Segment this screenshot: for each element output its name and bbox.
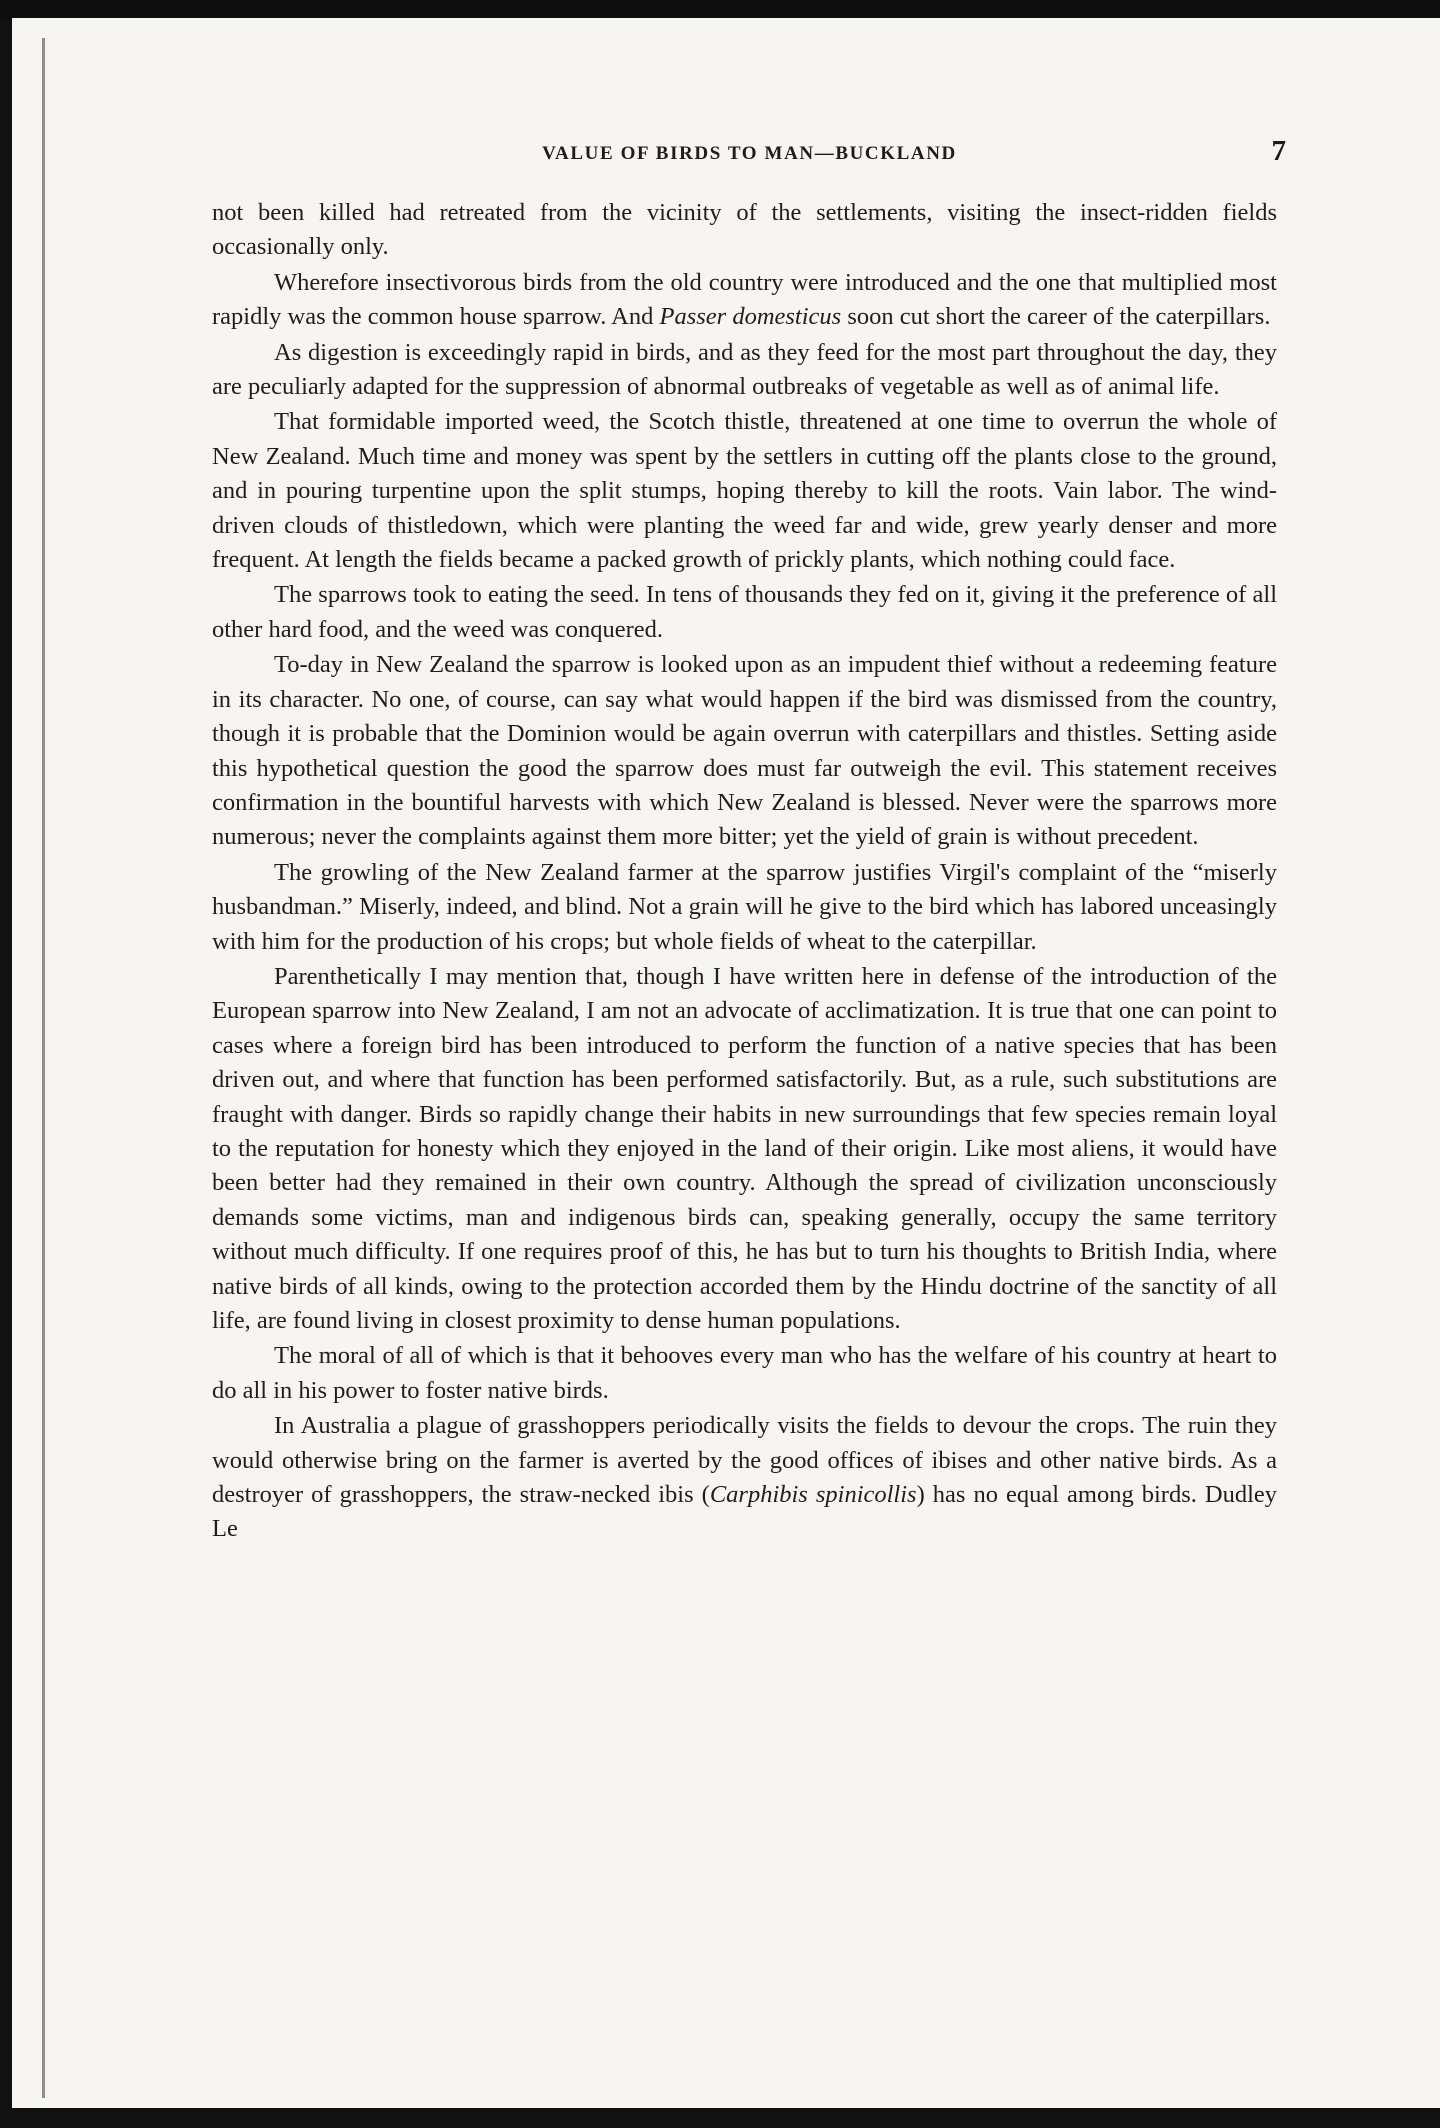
paragraph: not been killed had retreated from the vicinity of the settlements, visiting the insect-ridden fields occasionally only. bbox=[212, 199, 1277, 261]
paragraph: Parenthetically I may mention that, though I have written here in defense of the introduction of the European sparrow into New Zealand, I am not an advocate of acclimatization. It is true that one can point to cases where a foreign bird has been introduced to perform the function of a native species that has been driven out, and where that function has been performed satisfactorily. But, as a rule, such substitutions are fraught with danger. Birds so rapidly change their habits in new surroundings that few species remain loyal to the reputation for honesty which they enjoyed in the land of their origin. Like most aliens, it would have been better had they remained in their own country. Although the spread of civilization unconsciously demands some victims, man and indigenous birds can, speaking generally, occupy the same territory without much difficulty. If one requires proof of this, he has but to turn his thoughts to British India, where native birds of all kinds, owing to the protection accorded them by the Hindu doctrine of the sanctity of all life, are found living in closest proximity to dense human populations. bbox=[212, 962, 1277, 1334]
paragraph: The sparrows took to eating the seed. In tens of thousands they fed on it, giving it the preference of all other hard food, and the weed was conquered. bbox=[212, 581, 1277, 643]
paragraph-text: ) has no equal among birds. Dudley Le bbox=[212, 1481, 1277, 1543]
paragraph bbox=[212, 266, 1277, 335]
paragraph: That formidable imported weed, the Scotch thistle, threatened at one time to overrun the whole of New Zealand. Much time and money was spent by the settlers in cutting off the plants close to the ground, and in pouring turpentine upon the split stumps, hoping thereby to kill the roots. Vain labor. The wind-driven clouds of thistledown, which were planting the weed far and wide, grew yearly denser and more frequent. At length the fields became a packed growth of prickly plants, which nothing could face. bbox=[212, 408, 1277, 574]
body-text bbox=[212, 196, 1277, 1547]
paragraph bbox=[212, 1409, 1277, 1547]
species-name: Passer domesticus bbox=[659, 303, 842, 331]
running-title: VALUE OF BIRDS TO MAN—BUCKLAND bbox=[542, 143, 957, 164]
paragraph-text: In Australia a plague of grasshoppers periodically visits the fields to devour the crops. The ruin they would otherwise bring on the farmer is averted by the good offices of ibises and other native birds. As a destroyer of grasshoppers, the straw-necked ibis ( bbox=[212, 1412, 1277, 1509]
page-binding-edge bbox=[42, 38, 45, 2098]
paragraph: As digestion is exceedingly rapid in birds, and as they feed for the most part throughout the day, they are peculiarly adapted for the suppression of abnormal outbreaks of vegetable as well as of animal life. bbox=[212, 338, 1277, 401]
page-number: 7 bbox=[1271, 135, 1286, 167]
paragraph: The moral of all of which is that it behooves every man who has the welfare of his country at heart to do all in his power to foster native birds. bbox=[212, 1342, 1277, 1404]
paragraph: The growling of the New Zealand farmer at the sparrow justifies Virgil's complaint of the “miserly husbandman.” Miserly, indeed, and blind. Not a grain will he give to the bird which has labored unceasingly with him for the production of his crops; but whole fields of wheat to the caterpillar. bbox=[212, 858, 1277, 955]
running-head bbox=[213, 135, 1286, 175]
paragraph: To-day in New Zealand the sparrow is looked upon as an impudent thief without a redeeming feature in its character. No one, of course, can say what would happen if the bird was dismissed from the country, though it is probable that the Dominion would be again overrun with caterpillars and thistles. Setting aside this hypothetical question the good the sparrow does must far outweigh the evil. This statement receives confirmation in the bountiful harvests with which New Zealand is blessed. Never were the sparrows more numerous; never the complaints against them more bitter; yet the yield of grain is without precedent. bbox=[212, 651, 1277, 851]
paragraph-text: soon cut short the career of the caterpillars. bbox=[841, 303, 1271, 331]
species-name: Carphibis spinicollis bbox=[709, 1481, 917, 1509]
scan-edge-top bbox=[0, 0, 1440, 20]
paragraph-text: Wherefore insectivorous birds from the old country were introduced and the one that multiplied most rapidly was the common house sparrow. And bbox=[212, 268, 1277, 331]
